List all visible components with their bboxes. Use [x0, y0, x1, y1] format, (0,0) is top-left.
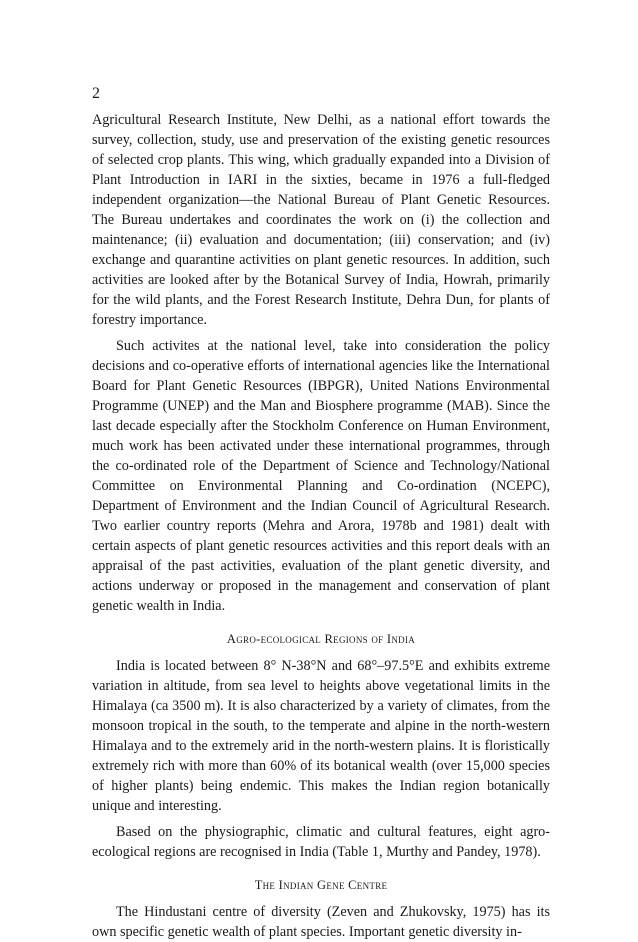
- page-body: [92, 110, 550, 942]
- paragraph-international-activities: Such activites at the national level, take into consideration the policy decisions and co-operative efforts of international agencies like the International Board for Plant Genetic Resources (IBPGR), United Nations Environmental Programme (UNEP) and the Man and Biosphere programme (MAB). Since the last decade especially after the Stockholm Conference on Human Environment, much work has been activated under these international programmes, through the co-ordinated role of the Department of Science and Technology/National Committee on Environmental Planning and Co-ordination (NCEPC), Department of Environment and the Indian Council of Agricultural Research. Two earlier country reports (Mehra and Arora, 1978b and 1981) dealt with certain aspects of plant genetic resources activities and this report deals with an appraisal of the past activities, evaluation of the plant genetic diversity, and actions underway or proposed in the management and conservation of plant genetic wealth in India.: [92, 338, 550, 614]
- paragraph-hindustani-centre: The Hindustani centre of diversity (Zeven and Zhukovsky, 1975) has its own specific genetic wealth of plant species. Important genetic diversity in-: [92, 904, 550, 940]
- page-number: 2: [92, 85, 100, 102]
- section-heading-agro-ecological-regions: Agro-ecological Regions of India: [226, 632, 416, 646]
- paragraph-india-location: India is located between 8° N-38°N and 68°–97.5°E and exhibits extreme variation in altitude, from sea level to heights above vegetational limits in the Himalaya (ca 3500 m). It is also characterized by a variety of climates, from the monsoon tropical in the south, to the temperate and alpine in the north-western Himalaya and to the extremely arid in the north-western plains. It is floristically extremely rich with more than 60% of its botanical wealth (over 15,000 species of higher plants) being endemic. This makes the Indian region botanically unique and interesting.: [92, 658, 550, 814]
- paragraph-agro-ecological-regions: Based on the physiographic, climatic and cultural features, eight agro-ecological regions are recognised in India (Table 1, Murthy and Pandey, 1978).: [92, 824, 550, 860]
- paragraph-iari-bureau: Agricultural Research Institute, New Delhi, as a national effort towards the survey, collection, study, use and preservation of the existing genetic resources of selected crop plants. This wing, which gradually expanded into a Division of Plant Introduction in IARI in the sixties, became in 1976 a full-fledged independent organization—the National Bureau of Plant Genetic Resources. The Bureau undertakes and coordinates the work on (i) the collection and maintenance; (ii) evaluation and documentation; (iii) conservation; and (iv) exchange and quarantine activities on plant genetic resources. In addition, such activities are looked after by the Botanical Survey of India, Howrah, primarily for the wild plants, and the Forest Research Institute, Dehra Dun, for plants of forestry importance.: [92, 112, 550, 328]
- section-heading-indian-gene-centre: The Indian Gene Centre: [254, 878, 388, 892]
